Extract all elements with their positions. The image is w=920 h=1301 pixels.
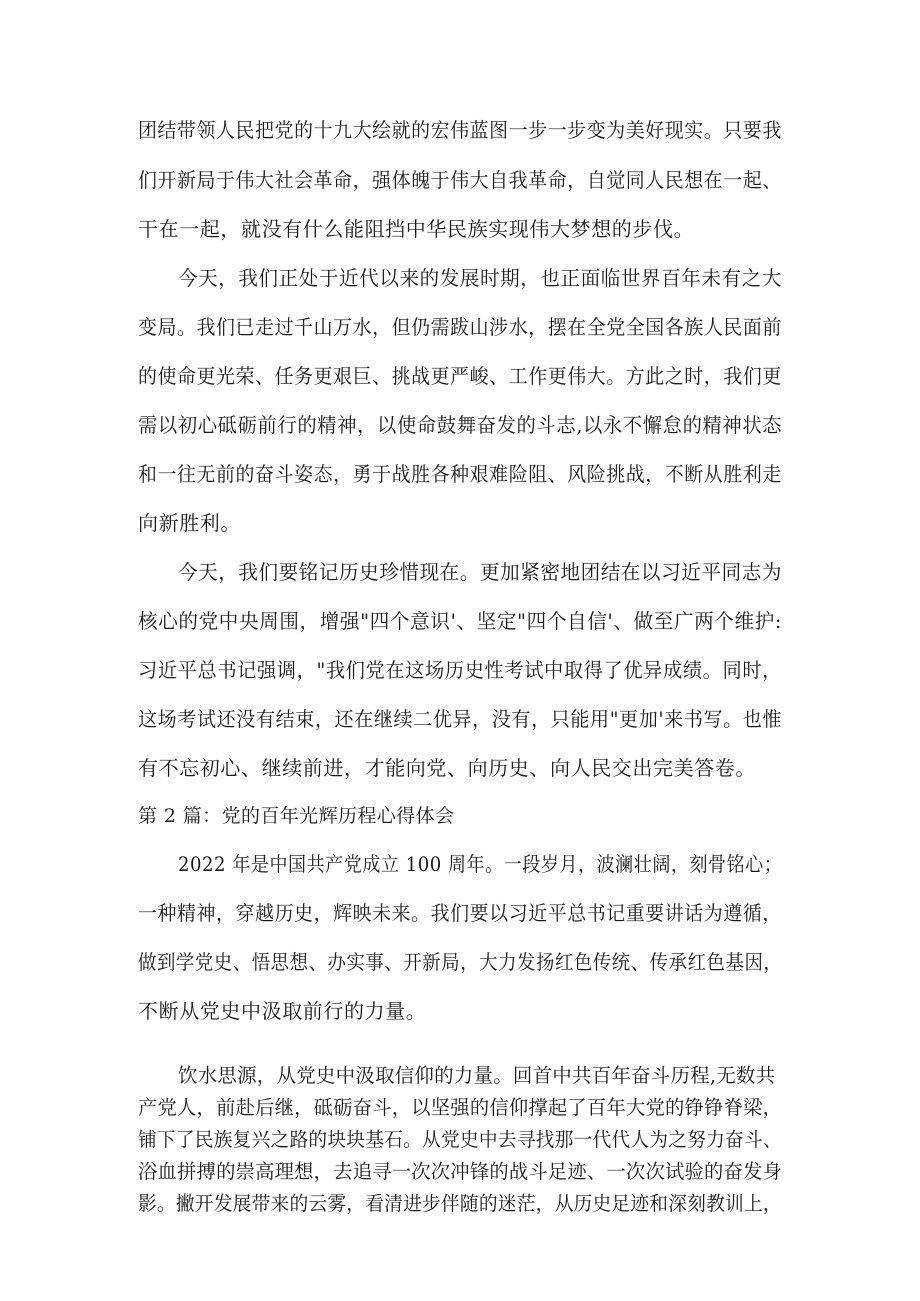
paragraph-3-line-2: 核心的党中央周围，增强"四个意识'、坚定"四个自信'、做至广两个维护: (138, 609, 783, 633)
paragraph-3-line-4: 这场考试还没有结束，还在继续二优异，没有，只能用"更加'来书写。也惟 (138, 707, 783, 731)
paragraph-4-line-2: 一种精神，穿越历史，辉映未来。我们要以习近平总书记重要讲话为遵循， (138, 901, 782, 925)
paragraph-3-line-1: 今天，我们要铭记历史珍惜现在。更加紧密地团结在以习近平同志为 (178, 560, 782, 584)
paragraph-5-line-5: 影。撇开发展带来的云雾，看清进步伴随的迷茫，从历史足迹和深刻教训上， (138, 1192, 782, 1215)
paragraph-3-line-3: 习近平总书记强调，"我们党在这场历史性考试中取得了优异成绩。同时， (138, 658, 782, 682)
paragraph-2-line-2: 变局。我们已走过千山万水，但仍需跋山涉水，摆在全党全国各族人民面前 (138, 315, 782, 339)
paragraph-4-line-3: 做到学党史、悟思想、办实事、开新局，大力发扬红色传统、传承红色基因， (138, 950, 783, 974)
paragraph-5-line-1: 饮水思源，从党史中汲取信仰的力量。回首中共百年奋斗历程,无数共 (178, 1064, 776, 1087)
paragraph-1-line-3: 干在一起，就没有什么能阻挡中华民族实现伟大梦想的步伐。 (138, 217, 695, 241)
paragraph-3-line-5: 有不忘初心、继续前进，才能向党、向历史、向人民交出完美答卷。 (138, 756, 756, 780)
paragraph-5-line-2: 产党人，前赴后继，砥砺奋斗，以坚强的信仰撑起了百年大党的铮铮脊梁， (138, 1096, 783, 1119)
paragraph-2-line-3: 的使命更光荣、任务更艰巨、挑战更严峻、工作更伟大。方此之时，我们更 (138, 364, 782, 388)
paragraph-4-line-1: 2022 年是中国共产党成立 100 周年。一段岁月，波澜壮阔，刻骨铭心； (178, 852, 783, 876)
section-heading: 第 2 篇：党的百年光辉历程心得体会 (138, 805, 455, 827)
paragraph-2-line-5: 和一往无前的奋斗姿态，勇于战胜各种艰难险阻、风险挑战，不断从胜利走 (138, 462, 782, 486)
paragraph-4-line-4: 不断从党史中汲取前行的力量。 (138, 999, 427, 1023)
paragraph-1-line-2: 们开新局于伟大社会革命，强体魄于伟大自我革命，自觉同人民想在一起、 (138, 168, 782, 192)
paragraph-2-line-4: 需以初心砥砺前行的精神，以使命鼓舞奋发的斗志,以永不懈怠的精神状态 (138, 413, 783, 437)
paragraph-5-line-4: 浴血拼搏的崇高理想，去追寻一次次冲锋的战斗足迹、一次次试验的奋发身 (138, 1160, 783, 1183)
paragraph-1-line-1: 团结带领人民把党的十九大绘就的宏伟蓝图一步一步变为美好现实。只要我 (138, 118, 782, 142)
paragraph-2-line-1: 今天，我们正处于近代以来的发展时期，也正面临世界百年未有之大 (178, 266, 782, 290)
paragraph-5-line-3: 铺下了民族复兴之路的块块基石。从党史中去寻找那一代代人为之努力奋斗、 (138, 1128, 782, 1151)
paragraph-2-line-6: 向新胜利。 (138, 511, 241, 535)
